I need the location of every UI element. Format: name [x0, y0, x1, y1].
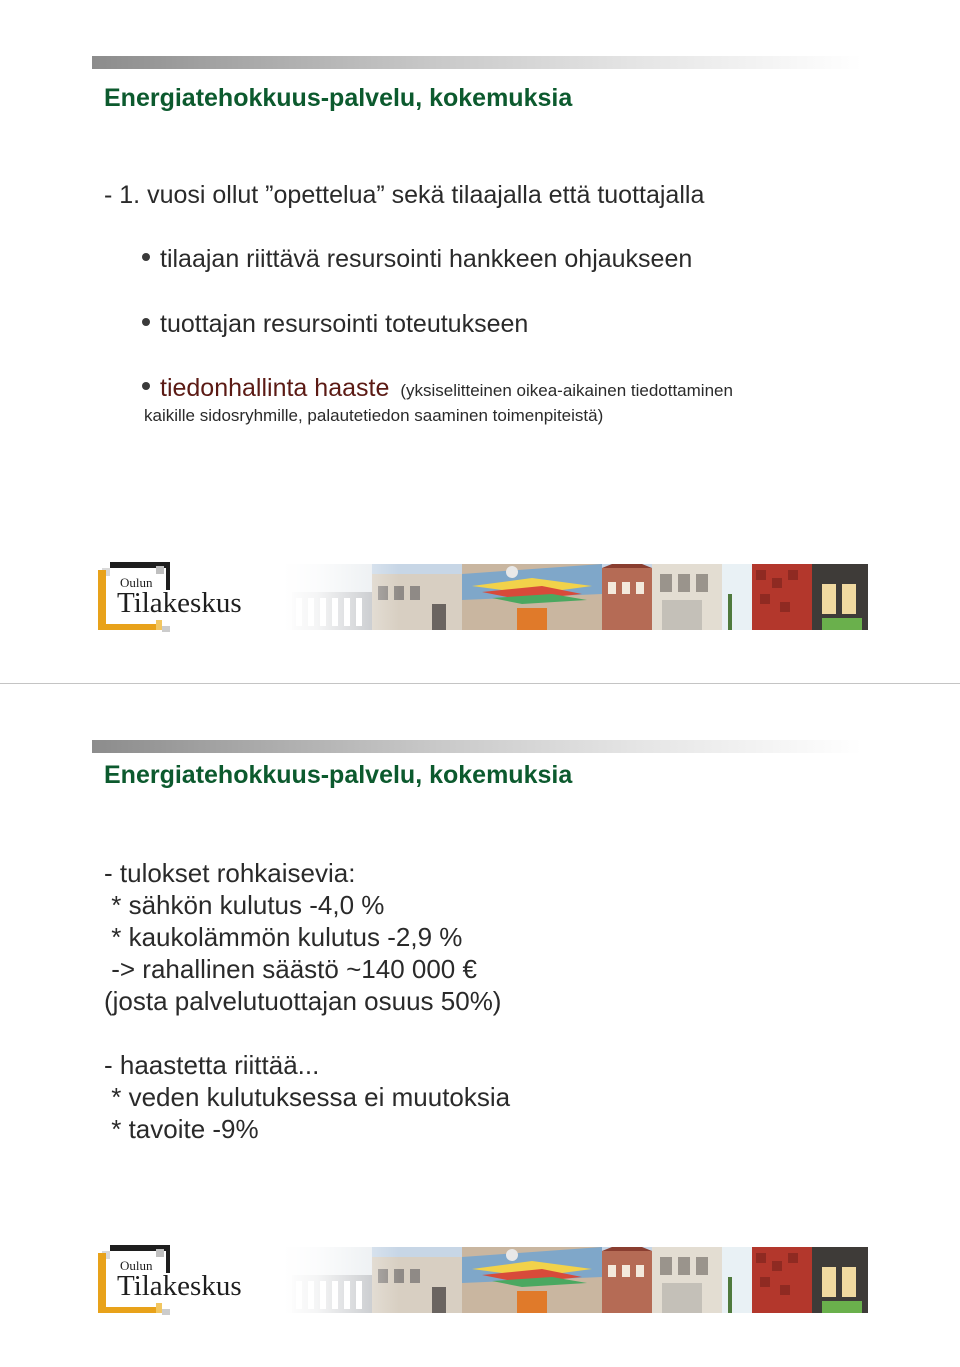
- challenge-line: - haastetta riittää...: [104, 1050, 320, 1080]
- slide-title: Energiatehokkuus-palvelu, kokemuksia: [104, 761, 573, 789]
- logo-text-oulun: Oulun: [120, 1258, 153, 1273]
- result-line: * kaukolämmön kulutus -2,9 %: [104, 922, 463, 952]
- challenge-line: * veden kulutuksessa ei muutoksia: [104, 1082, 511, 1112]
- bullet-text: tilaajan riittävä resursointi hankkeen ohjaukseen: [160, 245, 693, 273]
- slide-2: [0, 684, 960, 1367]
- bullet-item: [142, 245, 692, 274]
- result-line: - tulokset rohkaisevia:: [104, 858, 356, 888]
- result-line: -> rahallinen säästö ~140 000 €: [104, 954, 477, 984]
- bullet-item: [142, 310, 528, 339]
- challenge-line: * tavoite -9%: [104, 1114, 259, 1144]
- bullet-detail: (yksiselitteinen oikea-aikainen tiedottaminen: [400, 381, 733, 400]
- slide-1: [0, 0, 960, 683]
- bullet-dot-icon: [142, 253, 150, 261]
- result-line: (josta palvelutuottajan osuus 50%): [104, 986, 502, 1016]
- logo-text-tilakeskus: Tilakeskus: [117, 1270, 242, 1302]
- bullet-text: tuottajan resursointi toteutukseen: [160, 310, 529, 338]
- intro-line: - 1. vuosi ollut ”opettelua” sekä tilaajalla että tuottajalla: [104, 181, 705, 209]
- bullet-item: [142, 374, 733, 403]
- bullet-detail-continued: kaikille sidosryhmille, palautetiedon saaminen toimenpiteistä): [144, 406, 604, 425]
- header-gradient-bar: [92, 740, 862, 753]
- bullet-dot-icon: [142, 318, 150, 326]
- bullet-text: tiedonhallinta haaste: [160, 374, 390, 402]
- slide-title: Energiatehokkuus-palvelu, kokemuksia: [104, 84, 573, 112]
- bullet-dot-icon: [142, 382, 150, 390]
- logo-text-oulun: Oulun: [120, 575, 153, 590]
- logo-text-tilakeskus: Tilakeskus: [117, 587, 242, 619]
- buildings-banner-image: [282, 1247, 868, 1313]
- buildings-banner-image: [282, 564, 868, 630]
- result-line: * sähkön kulutus -4,0 %: [104, 890, 385, 920]
- header-gradient-bar: [92, 56, 862, 69]
